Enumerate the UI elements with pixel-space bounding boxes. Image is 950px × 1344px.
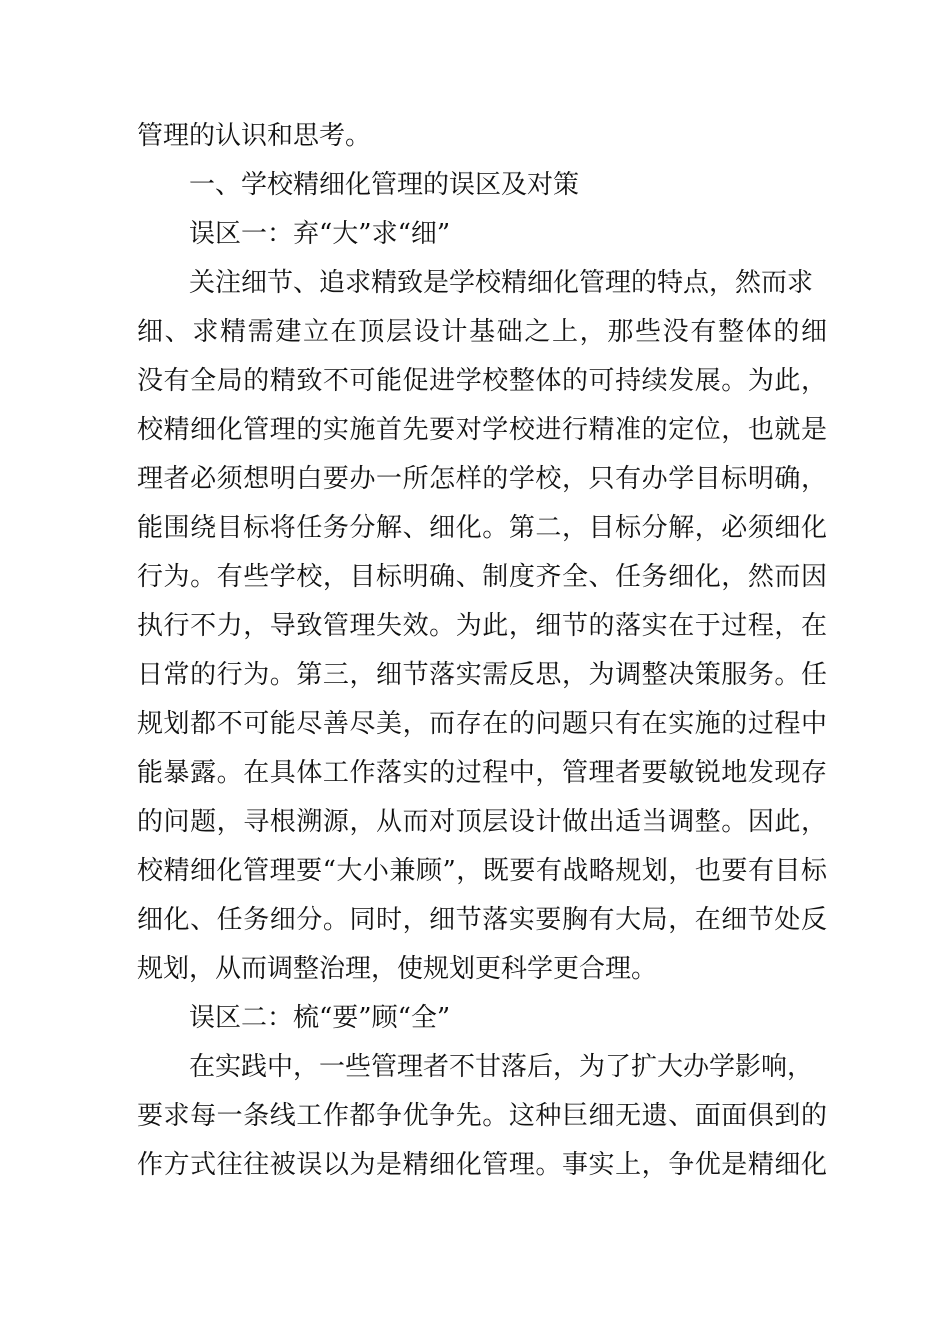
text-line: 要求每一条线工作都争优争先。这种巨细无遗、面面俱到的	[137, 1101, 827, 1131]
text-line: 校精细化管理要“大小兼顾”，既要有战略规划，也要有目标	[137, 856, 827, 886]
text-line: 理者必须想明白要办一所怎样的学校，只有办学目标明确，	[137, 464, 827, 494]
text-line: 行为。有些学校，目标明确、制度齐全、任务细化，然而因	[137, 562, 827, 592]
text-line: 执行不力，导致管理失效。为此，细节的落实在于过程，在	[137, 611, 827, 641]
document-page	[137, 112, 827, 1190]
subsection-heading: 误区一：弃“大”求“细”	[189, 219, 451, 249]
text-line: 细化、任务细分。同时，细节落实要胸有大局，在细节处反	[137, 905, 827, 935]
text-line: 能暴露。在具体工作落实的过程中，管理者要敏锐地发现存	[137, 758, 827, 788]
text-line: 的问题，寻根溯源，从而对顶层设计做出适当调整。因此，	[137, 807, 827, 837]
text-line: 作方式往往被误以为是精细化管理。事实上，争优是精细化	[137, 1150, 827, 1180]
text-line: 细、求精需建立在顶层设计基础之上，那些没有整体的细	[137, 317, 827, 347]
text-line: 能围绕目标将任务分解、细化。第二，目标分解，必须细化	[137, 513, 827, 543]
text-line: 没有全局的精致不可能促进学校整体的可持续发展。为此，	[137, 366, 827, 396]
subsection-heading: 误区二：梳“要”顾“全”	[189, 1003, 451, 1033]
text-line: 管理的认识和思考。	[137, 121, 372, 151]
section-heading: 一、学校精细化管理的误区及对策	[189, 170, 580, 200]
text-line: 校精细化管理的实施首先要对学校进行精准的定位，也就是	[137, 415, 827, 445]
text-line: 关注细节、追求精致是学校精细化管理的特点，然而求	[189, 268, 814, 298]
text-line: 规划，从而调整治理，使规划更科学更合理。	[137, 954, 658, 984]
text-line: 日常的行为。第三，细节落实需反思，为调整决策服务。任	[137, 660, 827, 690]
text-line: 在实践中，一些管理者不甘落后，为了扩大办学影响，	[189, 1052, 814, 1082]
text-line: 规划都不可能尽善尽美，而存在的问题只有在实施的过程中	[137, 709, 827, 739]
